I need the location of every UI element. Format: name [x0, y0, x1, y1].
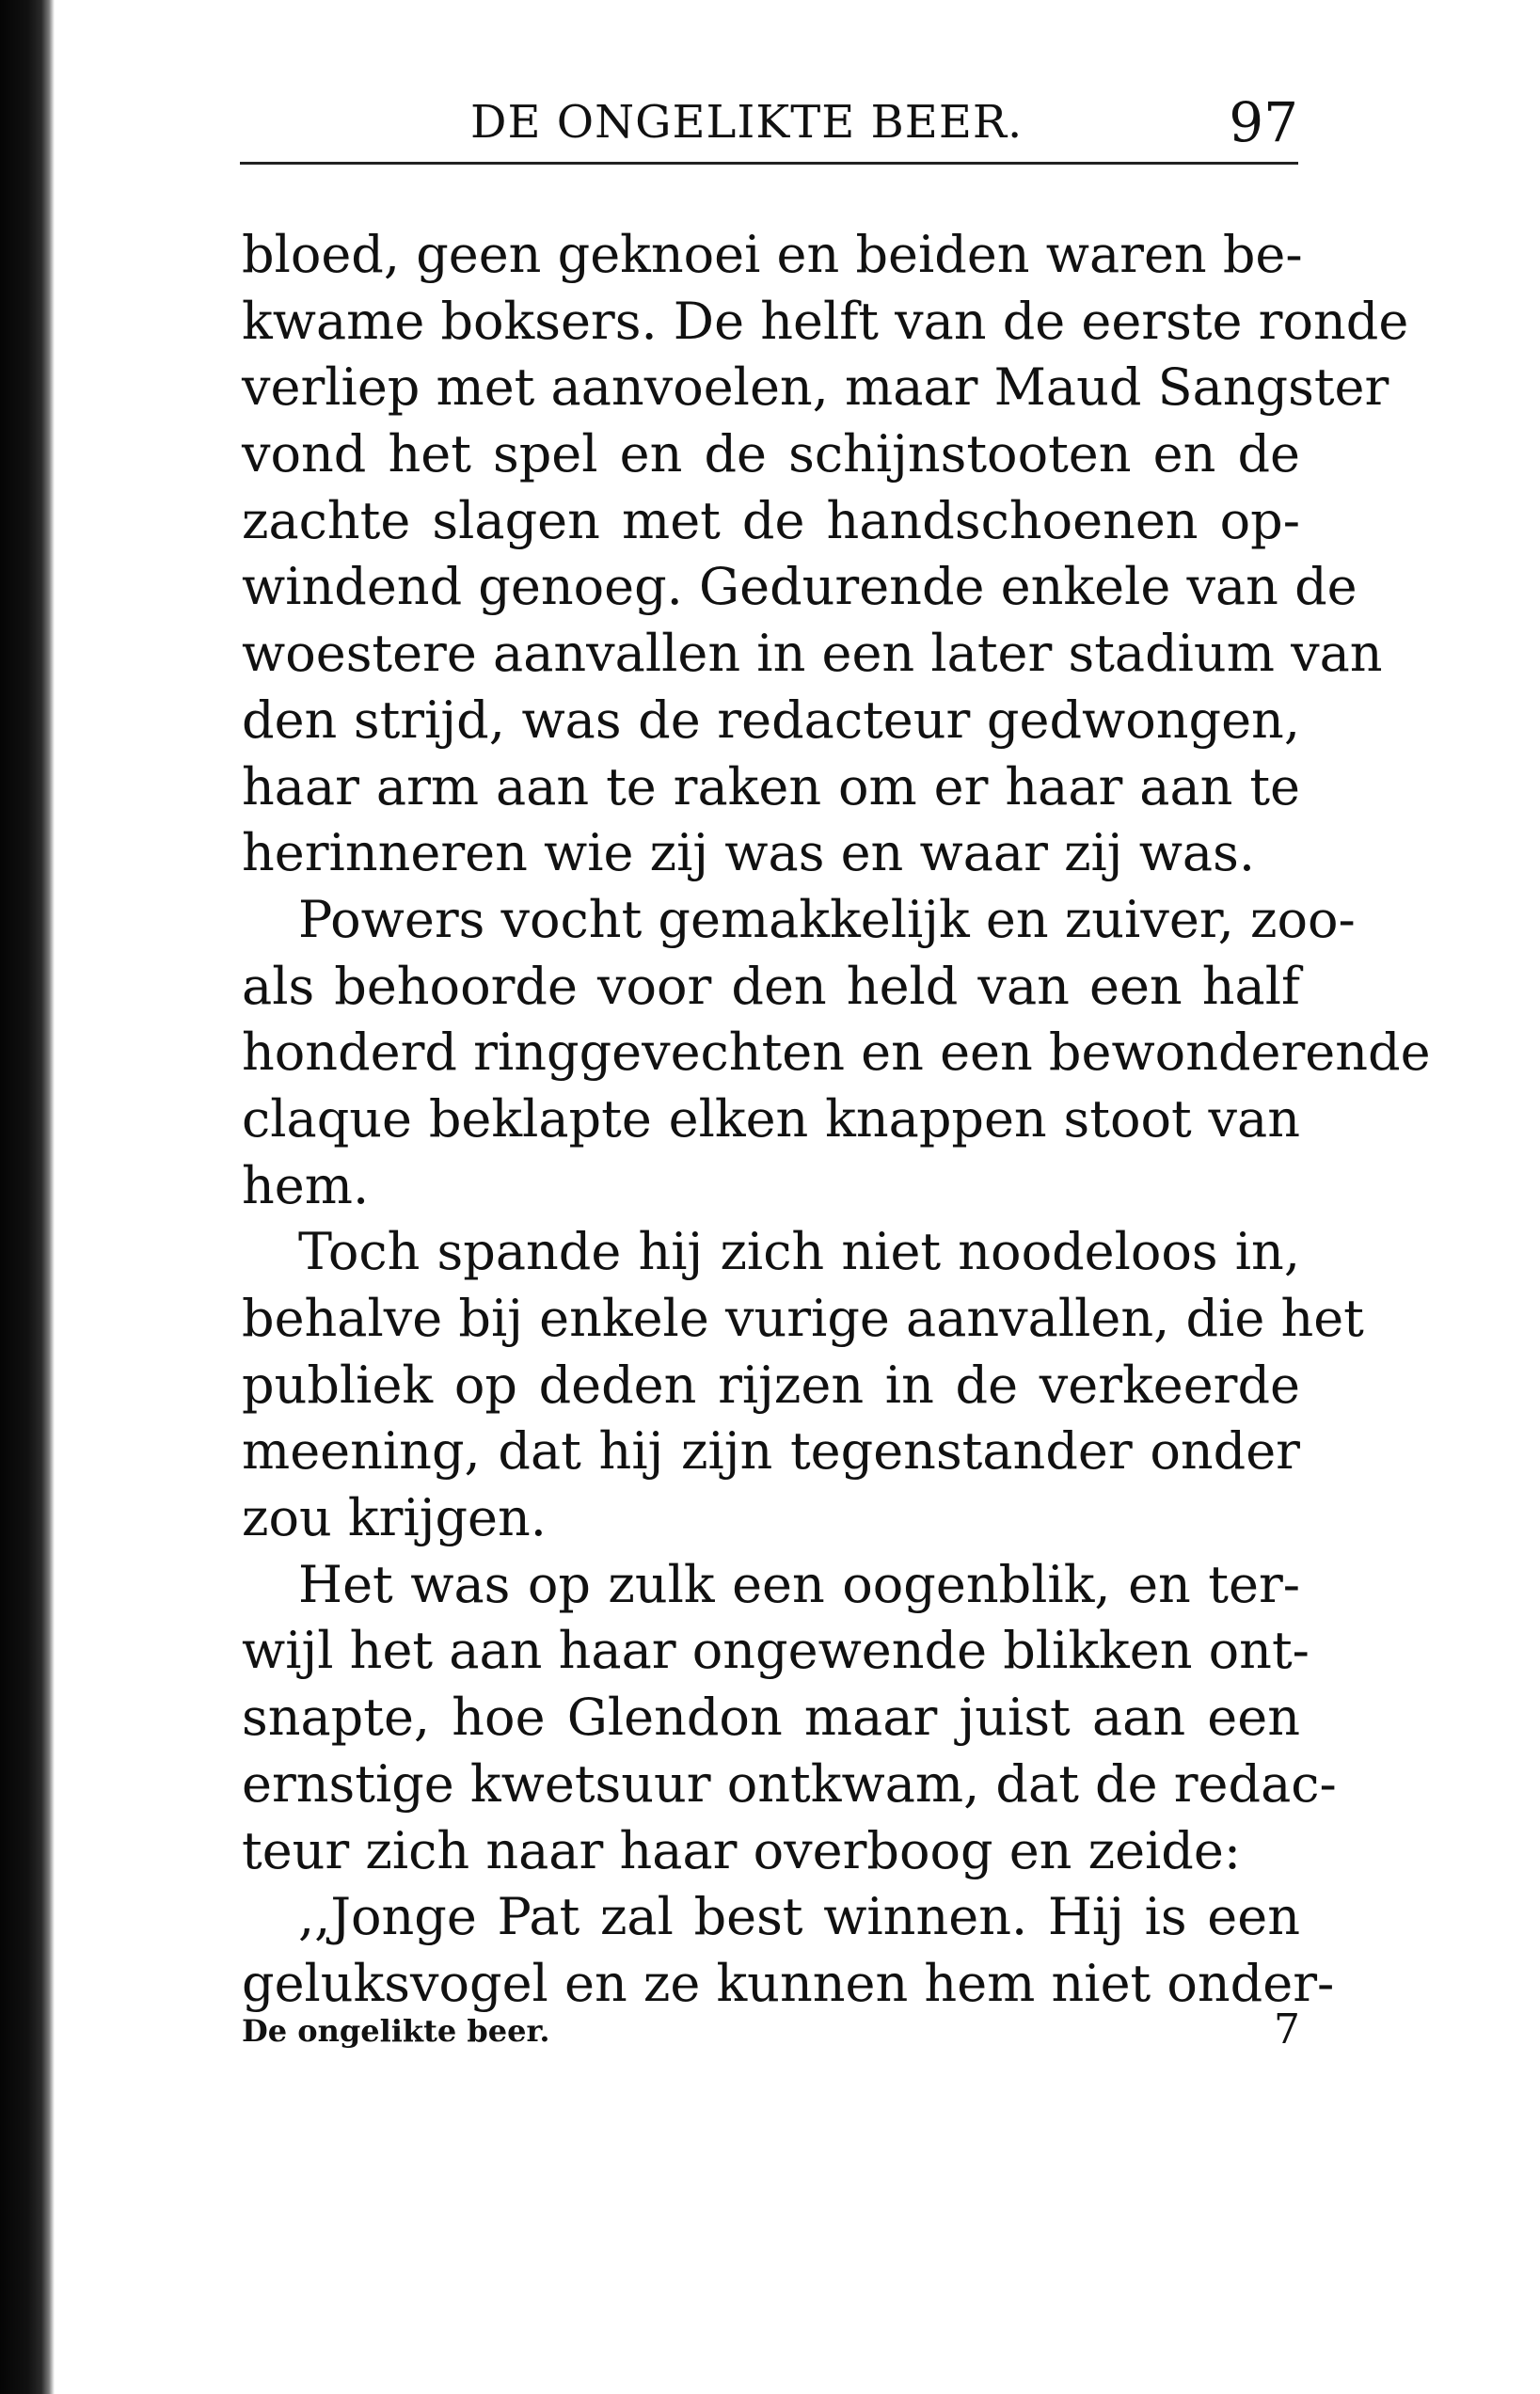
text-line: meening, dat hij zijn tegenstander onder — [242, 1421, 1300, 1482]
text-line: zou krijgen. — [242, 1488, 547, 1548]
text-line: Toch spande hij zich niet noodeloos in, — [298, 1222, 1300, 1282]
text-line: windend genoeg. Gedurende enkele van de — [242, 557, 1357, 617]
text-line: honderd ringgevechten en een bewonderende — [242, 1023, 1431, 1083]
text-line: verliep met aanvoelen, maar Maud Sangster — [242, 357, 1389, 418]
header-rule — [240, 162, 1298, 165]
text-line: Het was op zulk een oogenblik, en ter- — [298, 1554, 1300, 1614]
text-line: geluksvogel en ze kunnen hem niet onder- — [242, 1953, 1335, 2013]
text-line: ,,Jonge Pat zal best winnen. Hij is een — [298, 1887, 1300, 1947]
page-footer — [242, 2006, 1300, 2069]
text-line: teur zich naar haar overboog en zeide: — [242, 1820, 1242, 1880]
text-line: zachte slagen met de handschoenen op- — [242, 490, 1300, 550]
text-line: ernstige kwetsuur ontkwam, dat de redac- — [242, 1753, 1337, 1814]
text-line: wijl het aan haar ongewende blikken ont- — [242, 1621, 1310, 1681]
page-header — [240, 90, 1298, 166]
footer-book-title: De ongelikte beer. — [242, 2013, 550, 2049]
text-line: snapte, hoe Glendon maar juist aan een — [242, 1688, 1300, 1748]
text-line: den strijd, was de redacteur gedwongen, — [242, 690, 1300, 750]
text-line: als behoorde voor den held van een half — [242, 956, 1300, 1016]
text-line: herinneren wie zij was en waar zij was. — [242, 823, 1255, 883]
text-line: claque beklapte elken knappen stoot van — [242, 1088, 1300, 1149]
text-line: hem. — [242, 1155, 370, 1215]
signature-mark: 7 — [1274, 2006, 1300, 2053]
page-number: 97 — [1229, 90, 1298, 154]
running-title: DE ONGELIKTE BEER. — [470, 96, 1024, 149]
body-text — [242, 222, 1431, 2018]
text-line: kwame boksers. De helft van de eerste ronde — [242, 291, 1409, 351]
text-line: Powers vocht gemakkelijk en zuiver, zoo- — [298, 889, 1356, 949]
text-line: vond het spel en de schijnstooten en de — [242, 424, 1300, 484]
text-line: publiek op deden rijzen in de verkeerde — [242, 1355, 1300, 1415]
text-line: bloed, geen geknoei en beiden waren be- — [242, 225, 1303, 284]
text-line: haar arm aan te raken om er haar aan te — [242, 756, 1300, 816]
page-binding-edge — [0, 0, 55, 2394]
text-line: behalve bij enkele vurige aanvallen, die het — [242, 1289, 1364, 1348]
text-line: woestere aanvallen in een later stadium van — [242, 624, 1383, 684]
